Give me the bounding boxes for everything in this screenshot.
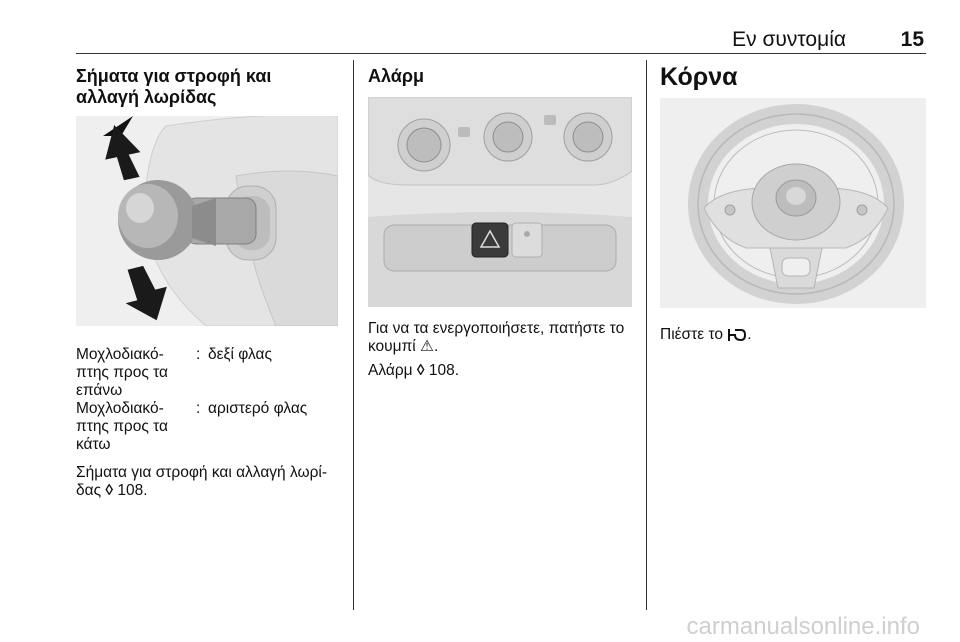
definition-left-signal: αριστερό φλας bbox=[208, 400, 308, 417]
turn-signals-heading: Σήματα για στροφή και αλλαγή λωρίδας bbox=[76, 66, 272, 107]
column-divider-2 bbox=[646, 60, 647, 610]
reference-icon: ◊ bbox=[105, 482, 114, 499]
definition-right-signal: δεξί φλας bbox=[208, 346, 272, 363]
turn-signals-text: Σήματα για στροφή και αλλαγή λωρί-δας bbox=[76, 464, 328, 499]
definition-row-up bbox=[76, 346, 356, 402]
hazard-reference bbox=[368, 362, 632, 380]
turn-signal-stalk-illustration bbox=[76, 116, 338, 326]
horn-icon bbox=[727, 328, 747, 347]
period: . bbox=[747, 326, 752, 343]
turn-signals-paragraph bbox=[76, 464, 338, 500]
colon: : bbox=[196, 346, 201, 363]
hazard-paragraph: Για να τα ενεργοποιήσετε, πατήστε το κουμπί ⚠. bbox=[368, 320, 625, 355]
header-rule bbox=[76, 53, 926, 54]
hazard-heading: Αλάρμ bbox=[368, 66, 425, 86]
column-turn-signals bbox=[76, 60, 338, 499]
hazard-instruction: Για να τα ενεργοποιήσετε, πατήστε το κουμπί bbox=[368, 320, 625, 355]
section-title: Εν συντομία bbox=[732, 28, 846, 51]
column-horn bbox=[660, 60, 926, 343]
page-reference-link[interactable]: 108. bbox=[428, 362, 460, 379]
column-divider-1 bbox=[353, 60, 354, 610]
hazard-switch-illustration bbox=[368, 97, 632, 307]
hazard-ref-text: Αλάρμ bbox=[368, 362, 413, 379]
horn-heading: Κόρνα bbox=[660, 63, 738, 91]
reference-icon: ◊ bbox=[416, 362, 425, 379]
page-number: 15 bbox=[900, 28, 924, 51]
watermark: carmanualsonline.info bbox=[686, 613, 920, 640]
term-stalk-up: Μοχλοδιακό-πτης προς τα επάνω bbox=[76, 346, 168, 399]
colon: : bbox=[196, 400, 201, 417]
definition-row-down bbox=[76, 400, 356, 456]
horn-instruction: Πιέστε το bbox=[660, 326, 723, 343]
steering-wheel-illustration bbox=[660, 98, 926, 308]
horn-paragraph bbox=[660, 326, 926, 347]
term-stalk-down: Μοχλοδιακό-πτης προς τα κάτω bbox=[76, 400, 168, 453]
hazard-triangle-icon: ⚠ bbox=[420, 338, 434, 355]
column-hazard-lights bbox=[368, 60, 632, 379]
page-reference-link[interactable]: 108. bbox=[117, 482, 148, 499]
page-header bbox=[76, 28, 924, 52]
